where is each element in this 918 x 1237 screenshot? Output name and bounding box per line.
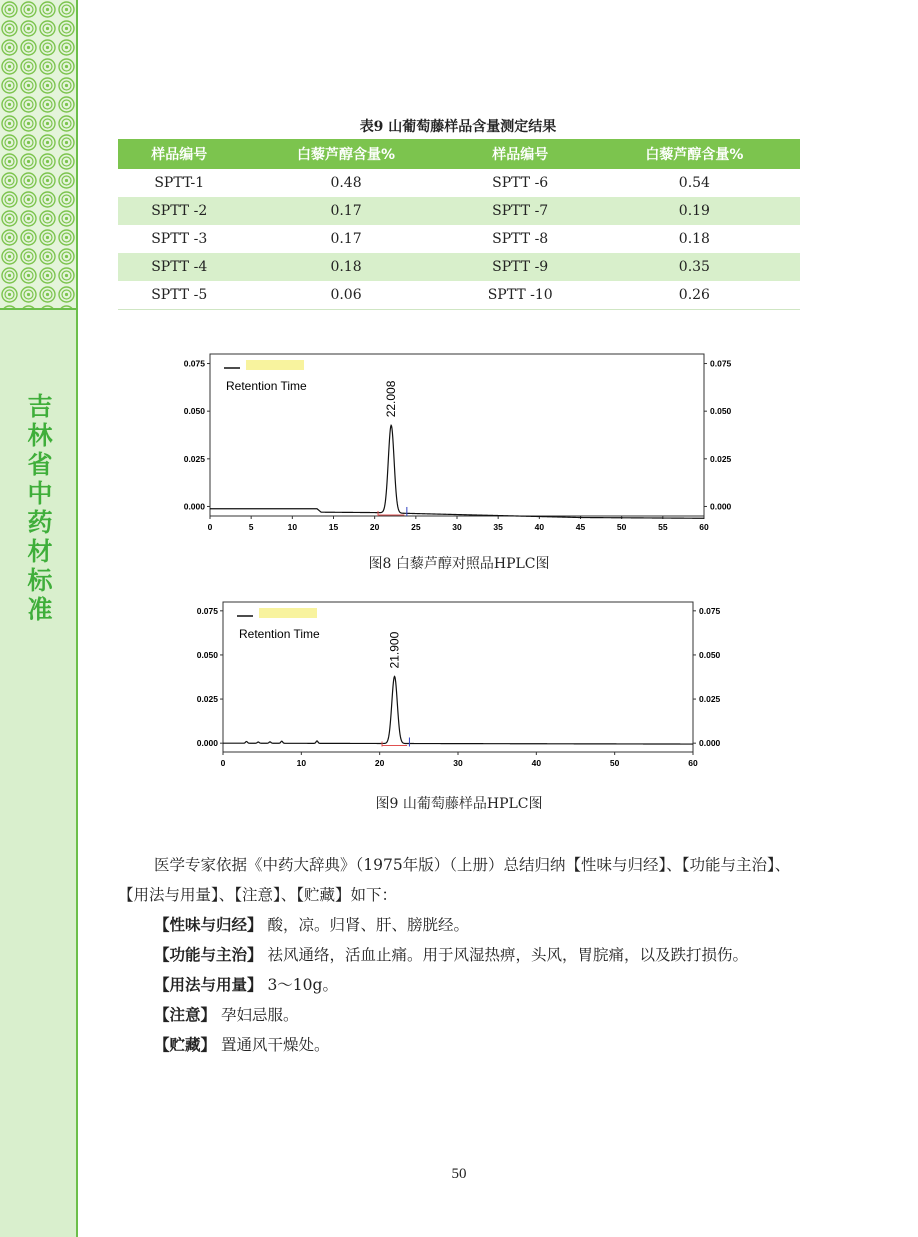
monograph-item (118, 1000, 802, 1030)
y-tick-label: 0.025 (196, 694, 218, 705)
x-tick-label: 20 (374, 758, 385, 768)
header-cell: 白藜芦醇含量% (240, 139, 451, 169)
table-row (118, 253, 800, 281)
x-tick-label: 25 (411, 522, 421, 532)
table-cell: SPTT-1 (154, 175, 205, 191)
x-tick-label: 0 (207, 522, 213, 532)
sidebar-divider (0, 308, 76, 310)
sidebar-title-char: 省 (27, 450, 53, 479)
y-tick-label-right: 0.000 (710, 501, 732, 512)
table-cell: SPTT -3 (151, 231, 208, 247)
y-tick-label: 0.075 (196, 605, 218, 616)
item-label: 【功能与主治】 (154, 945, 263, 964)
sidebar-title-char: 药 (27, 508, 53, 537)
table-header-row (118, 139, 800, 169)
y-tick-label: 0.050 (183, 406, 205, 417)
table-cell: SPTT -7 (452, 197, 589, 225)
sidebar (0, 0, 78, 1237)
x-tick-label: 15 (328, 522, 339, 532)
item-label: 【性味与归经】 (154, 915, 263, 934)
x-tick-label: 50 (616, 522, 627, 532)
x-tick-label: 10 (287, 522, 298, 532)
sidebar-title-char: 吉 (27, 392, 53, 421)
table-cell: SPTT -2 (118, 197, 240, 225)
x-tick-label: 40 (531, 758, 542, 768)
table-cell: SPTT -9 (452, 253, 589, 281)
legend-yellow-swatch (246, 360, 304, 370)
y-tick-label-right: 0.025 (710, 453, 732, 464)
x-tick-label: 10 (296, 758, 307, 768)
sidebar-title-char: 准 (27, 595, 53, 624)
table-cell: SPTT -6 (492, 175, 549, 191)
x-tick-label: 0 (220, 758, 226, 768)
sidebar-title-char: 材 (27, 537, 53, 566)
x-tick-label: 50 (609, 758, 620, 768)
y-tick-label-right: 0.050 (699, 649, 721, 660)
monograph-item (118, 970, 802, 1000)
item-label: 【注意】 (154, 1005, 217, 1024)
legend-yellow-swatch (259, 608, 317, 618)
legend-label: Retention Time (226, 379, 307, 393)
x-tick-label: 60 (699, 522, 709, 532)
table-cell: 0.19 (589, 197, 800, 225)
table-cell: 0.18 (678, 231, 710, 247)
table-row (118, 197, 800, 225)
table-row (118, 169, 800, 197)
monograph-item (118, 910, 802, 940)
table-caption: 表9 山葡萄藤样品含量测定结果 (359, 119, 557, 135)
header-cell: 白藜芦醇含量% (589, 139, 800, 169)
x-tick-label: 40 (534, 522, 545, 532)
peak-label: 21.900 (387, 631, 402, 669)
y-tick-label-right: 0.000 (699, 738, 721, 749)
legend-label: Retention Time (239, 627, 320, 641)
table-cell: SPTT -8 (492, 231, 549, 247)
y-tick-label: 0.050 (196, 649, 218, 660)
item-text: 3～10g。 (262, 976, 338, 994)
sidebar-title (26, 392, 54, 624)
x-tick-label: 5 (248, 522, 254, 532)
item-text: 孕妇忌服。 (216, 1006, 299, 1024)
monograph-item (118, 1030, 802, 1060)
y-tick-label-right: 0.050 (710, 406, 732, 417)
item-text: 祛风通络，活血止痛。用于风湿热痹，头风，胃脘痛，以及跌打损伤。 (262, 946, 748, 964)
x-tick-label: 30 (453, 758, 463, 768)
peak-label: 22.008 (384, 380, 399, 418)
plot-frame (223, 602, 693, 752)
table-cell: 0.06 (240, 281, 451, 310)
table-cell: SPTT -10 (452, 281, 589, 310)
figure-caption: 图9 山葡萄藤样品HPLC图 (375, 796, 543, 812)
sidebar-title-char: 标 (27, 566, 53, 595)
hplc-chart-sample (185, 596, 733, 778)
table-cell: 0.18 (240, 253, 451, 281)
monograph-item (118, 940, 802, 970)
item-label: 【贮藏】 (154, 1035, 217, 1054)
table-cell: 0.26 (589, 281, 800, 310)
body-text (118, 850, 802, 1060)
item-text: 置通风干燥处。 (216, 1036, 330, 1054)
x-tick-label: 55 (658, 522, 668, 532)
item-label: 【用法与用量】 (154, 975, 263, 994)
cloud-pattern-icon (0, 0, 76, 308)
y-tick-label-right: 0.025 (699, 694, 721, 705)
table-cell: SPTT -5 (118, 281, 240, 310)
y-tick-label: 0.025 (183, 453, 205, 464)
table-row (118, 225, 800, 253)
sidebar-title-char: 林 (27, 421, 53, 450)
y-tick-label: 0.000 (196, 738, 218, 749)
page-number: 50 (451, 1166, 467, 1182)
header-cell: 样品编号 (118, 139, 240, 169)
table-cell: 0.17 (330, 231, 362, 247)
y-tick-label: 0.000 (183, 501, 205, 512)
x-tick-label: 30 (452, 522, 462, 532)
x-tick-label: 35 (493, 522, 503, 532)
results-table (118, 139, 800, 310)
table-row (118, 281, 800, 310)
x-tick-label: 60 (688, 758, 698, 768)
figure-caption: 图8 白藜芦醇对照品HPLC图 (368, 556, 550, 572)
table-cell: 0.54 (678, 175, 710, 191)
table-cell: 0.48 (330, 175, 362, 191)
y-tick-label-right: 0.075 (699, 605, 721, 616)
table-cell: SPTT -4 (118, 253, 240, 281)
y-tick-label-right: 0.075 (710, 358, 732, 369)
hplc-chart-standard (180, 348, 732, 540)
item-text: 酸，凉。归肾、肝、膀胱经。 (262, 916, 469, 934)
table-cell: 0.17 (240, 197, 451, 225)
intro-paragraph: 医学专家依据《中药大辞典》（1975年版）（上册）总结归纳【性味与归经】、【功能与主治】、【用法与用量】、【注意】、【贮藏】如下： (118, 856, 791, 904)
table-cell: 0.35 (589, 253, 800, 281)
x-tick-label: 45 (575, 522, 586, 532)
x-tick-label: 20 (369, 522, 380, 532)
y-tick-label: 0.075 (183, 358, 205, 369)
header-cell: 样品编号 (452, 139, 589, 169)
sidebar-title-char: 中 (27, 479, 53, 508)
